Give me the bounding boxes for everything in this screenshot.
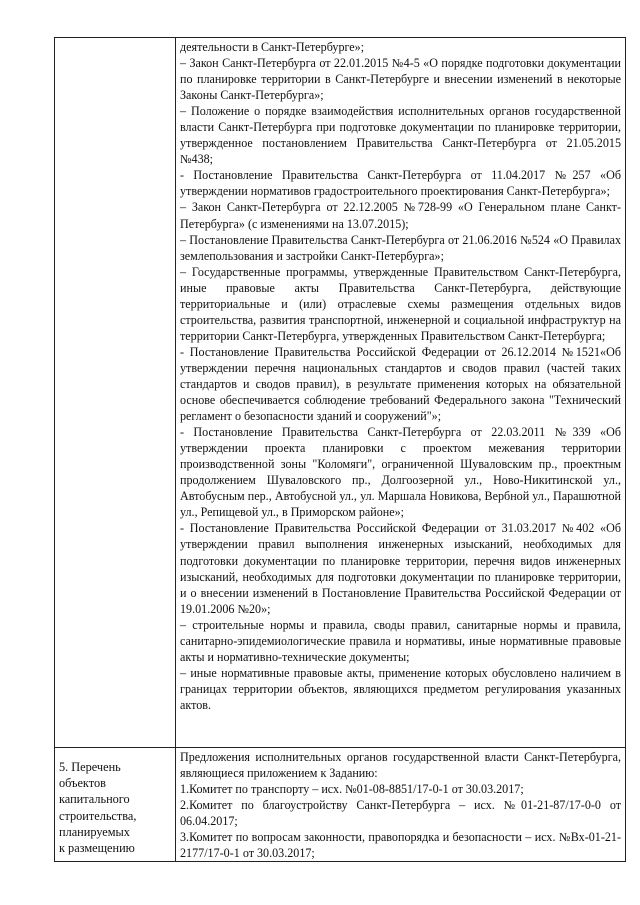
row-content-cell bbox=[176, 748, 626, 862]
requirements-table bbox=[54, 37, 626, 862]
paragraph: деятельности в Санкт-Петербурге»; bbox=[180, 40, 365, 54]
paragraph: 3.Комитет по вопросам законности, правопорядка и безопасности – исх. №Вх-01-21-2177/17-0-1 от 30.03.2017; bbox=[180, 830, 621, 861]
paragraph: – Постановление Правительства Санкт-Петербурга от 21.06.2016 №524 «О Правилах землепользования и застройки Санкт-Петербурга»; bbox=[180, 232, 621, 263]
paragraph: 2.Комитет по благоустройству Санкт-Петербурга – исх. №01-21-87/17-0-0 от 06.04.2017; bbox=[180, 798, 621, 829]
heading-line: объектов bbox=[59, 776, 106, 791]
row-heading bbox=[59, 749, 171, 856]
heading-line: 5. Перечень bbox=[59, 760, 121, 774]
table-row bbox=[55, 748, 626, 862]
paragraph: - Постановление Правительства Санкт-Петербурга от 11.04.2017 №257 «Об утверждении нормативов градостроительного проектирования Санкт-Петербурга»; bbox=[180, 168, 621, 199]
heading-line: к размещению bbox=[59, 841, 135, 856]
table-row bbox=[55, 38, 626, 748]
paragraph: – Положение о порядке взаимодействия исполнительных органов государственной власти Санкт-Петербурга при подготовке документации по планировке территории, утвержденное постановлением Правительства Санкт-Петербурга от 21.05.2015 №438; bbox=[180, 104, 621, 167]
row-content-cell bbox=[176, 38, 626, 748]
paragraph: - Постановление Правительства Санкт-Петербурга от 22.03.2011 №339 «Об утверждении проекта планировки с проектом межевания территории производственной зоны "Коломяги", ограниченной Шуваловским пр., проектным продолжением Шуваловского пр., Долгоозерной ул., Ново-Никитинской ул., Автобусным пер., Автобусной ул., ул. Маршала Новикова, Вербной ул., Парашютной ул., Репищевой ул., в Приморском районе»; bbox=[180, 425, 621, 520]
paragraph: - Постановление Правительства Российской Федерации от 26.12.2014 №1521«Об утверждении перечня национальных стандартов и сводов правил (частей таких стандартов и сводов правил), в результате применения которых на обязательной основе обеспечивается соблюдение требований Федерального закона "Технический регламент о безопасности зданий и сооружений"»; bbox=[180, 344, 621, 424]
heading-line: строительства, bbox=[59, 808, 137, 823]
heading-line: планируемых bbox=[59, 824, 130, 839]
paragraph: – иные нормативные правовые акты, применение которых обусловлено наличием в границах территории объектов, являющихся предметом регулирования указанных актов. bbox=[180, 665, 621, 712]
paragraph: - Постановление Правительства Российской Федерации от 31.03.2017 №402 «Об утверждении правил выполнения инженерных изысканий, необходимых для подготовки документации по планировке территории, перечня видов инженерных изысканий, необходимых для подготовки документации по планировке территории, и о внесении изменений в Постановление Правительства Российской Федерации от 19.01.2006 №20»; bbox=[180, 521, 621, 616]
paragraph: – Закон Санкт-Петербурга от 22.12.2005 №728-99 «О Генеральном плане Санкт-Петербурга» (с изменениями на 13.07.2015); bbox=[180, 200, 621, 231]
paragraph: Предложения исполнительных органов государственной власти Санкт-Петербурга, являющиеся приложением к Заданию: bbox=[180, 750, 621, 781]
paragraph: – строительные нормы и правила, своды правил, санитарные нормы и правила, санитарно-эпидемиологические правила и нормативы, иные нормативные правовые акты и нормативно-технические документы; bbox=[180, 617, 621, 664]
paragraph: – Закон Санкт-Петербурга от 22.01.2015 №4-5 «О порядке подготовки документации по планировке территории в Санкт-Петербурге и внесении изменений в некоторые Законы Санкт-Петербурга»; bbox=[180, 56, 621, 103]
paragraph: – Государственные программы, утвержденные Правительством Санкт-Петербурга, иные правовые акты Правительства Санкт-Петербурга, действующие территориальные и (или) отраслевые схемы размещения отдельных видов строительства, развития транспортной, инженерной и социальной инфраструктур на территории Санкт-Петербурга, утвержденных Правительством Санкт-Петербурга; bbox=[180, 264, 621, 343]
paragraph: 1.Комитет по транспорту – исх. №01-08-8851/17-0-1 от 30.03.2017; bbox=[180, 782, 524, 797]
row-heading-cell bbox=[55, 38, 176, 748]
row-heading-cell bbox=[55, 748, 176, 862]
heading-line: капитального bbox=[59, 792, 130, 807]
